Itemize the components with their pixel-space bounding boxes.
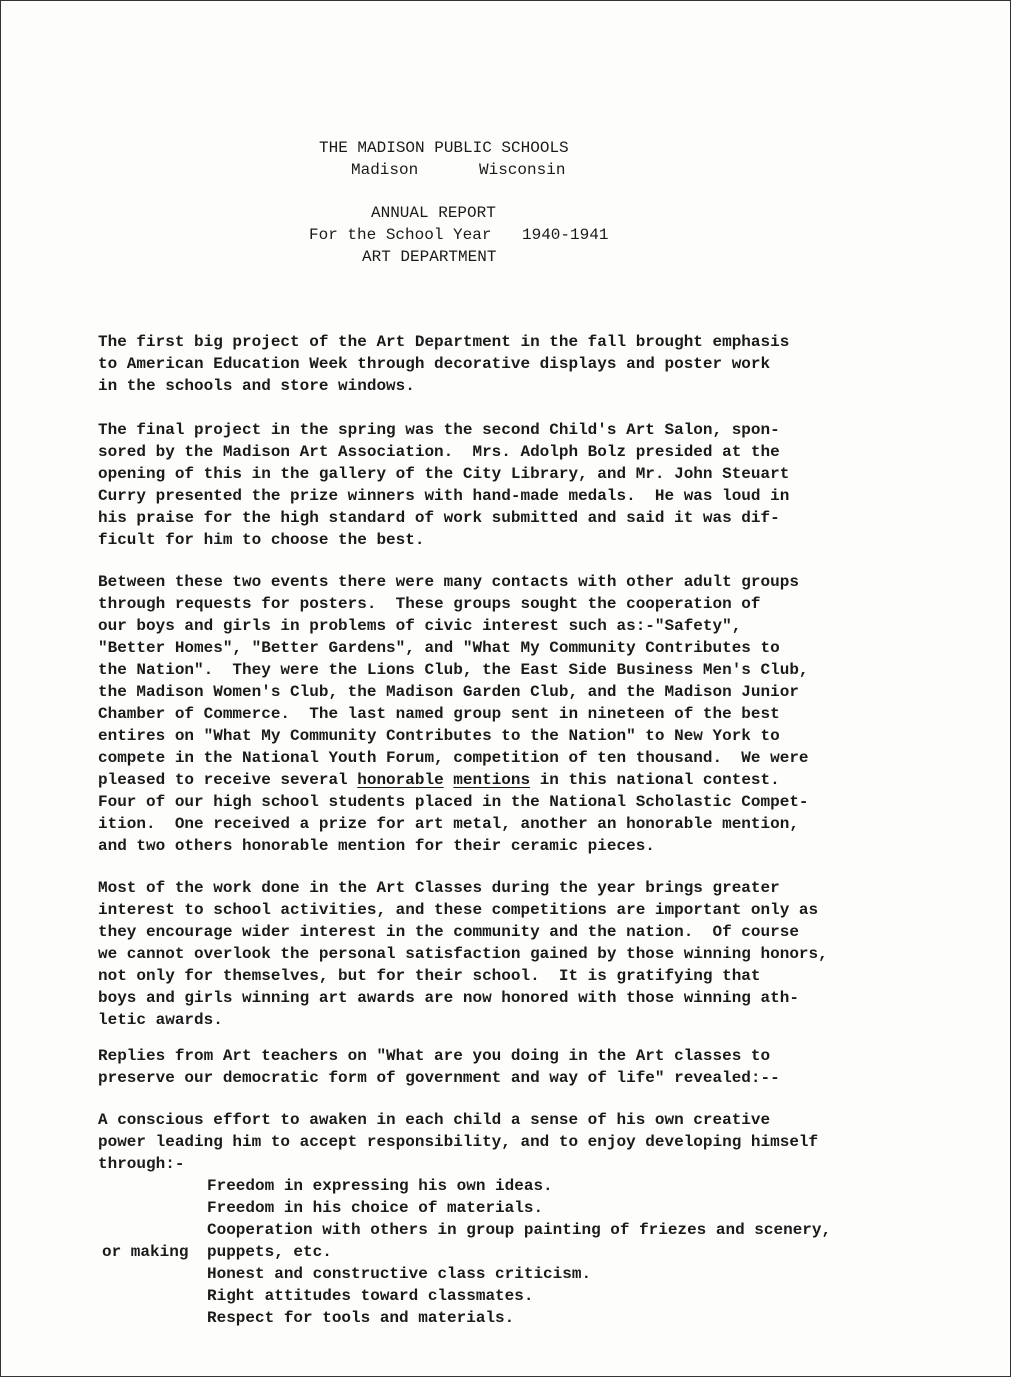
list-item: Freedom in his choice of materials. (207, 1199, 544, 1217)
paragraph-3-line: ition. One received a prize for art metal, another an honorable mention, (98, 815, 799, 833)
paragraph-2-line: The final project in the spring was the second Child's Art Salon, spon- (98, 421, 780, 439)
paragraph-3-line: the Madison Women's Club, the Madison Garden Club, and the Madison Junior (98, 683, 799, 701)
paragraph-6-line: through:- (98, 1155, 185, 1173)
department-name: ART DEPARTMENT (362, 248, 497, 266)
underlined-word: honorable (357, 771, 444, 789)
paragraph-3-underlined-line (98, 769, 780, 791)
paragraph-4-line: we cannot overlook the personal satisfaction gained by those winning honors, (98, 945, 828, 963)
school-year-prefix: For the School Year (309, 226, 492, 244)
text-segment: pleased to receive several (98, 771, 358, 789)
paragraph-3-line: entires on "What My Community Contributes to the Nation" to New York to (98, 727, 780, 745)
paragraph-2-line: Curry presented the prize winners with hand-made medals. He was loud in (98, 487, 790, 505)
list-item: Cooperation with others in group painting of friezes and scenery, (207, 1221, 832, 1239)
paragraph-3-line: the Nation". They were the Lions Club, the East Side Business Men's Club, (98, 661, 809, 679)
paragraph-4-line: not only for themselves, but for their school. It is gratifying that (98, 967, 761, 985)
paragraph-3-line: Chamber of Commerce. The last named group sent in nineteen of the best (98, 705, 780, 723)
list-item-continuation: puppets, etc. (207, 1243, 332, 1261)
paragraph-3-line: our boys and girls in problems of civic interest such as:-"Safety", (98, 617, 742, 635)
underlined-word: mentions (453, 771, 531, 789)
paragraph-5-line: Replies from Art teachers on "What are you doing in the Art classes to (98, 1047, 771, 1065)
paragraph-3-line: Four of our high school students placed in the National Scholastic Compet- (98, 793, 809, 811)
paragraph-4-line: Most of the work done in the Art Classes during the year brings greater (98, 879, 780, 897)
state: Wisconsin (479, 161, 566, 179)
paragraph-4-line: they encourage wider interest in the community and the nation. Of course (98, 923, 799, 941)
paragraph-1-line: to American Education Week through decorative displays and poster work (98, 355, 771, 373)
text-segment (444, 771, 454, 789)
paragraph-3-line: Between these two events there were many contacts with other adult groups (98, 573, 799, 591)
paragraph-2-line: his praise for the high standard of work submitted and said it was dif- (98, 509, 780, 527)
paragraph-1-line: in the schools and store windows. (98, 377, 415, 395)
paragraph-5-line: preserve our democratic form of government and way of life" revealed:-- (98, 1069, 780, 1087)
paragraph-3-line: compete in the National Youth Forum, competition of ten thousand. We were (98, 749, 809, 767)
city: Madison (351, 161, 419, 179)
paragraph-3-line: and two others honorable mention for their ceramic pieces. (98, 837, 655, 855)
paragraph-2-line: opening of this in the gallery of the City Library, and Mr. John Steuart (98, 465, 790, 483)
text-segment: in this national contest. (530, 771, 780, 789)
paragraph-2-line: ficult for him to choose the best. (98, 531, 425, 549)
list-item-lead: or making (102, 1243, 189, 1261)
list-item: Respect for tools and materials. (207, 1309, 515, 1327)
paragraph-2-line: sored by the Madison Art Association. Mrs. Adolph Bolz presided at the (98, 443, 780, 461)
paragraph-4-line: letic awards. (98, 1011, 223, 1029)
paragraph-6-line: A conscious effort to awaken in each child a sense of his own creative (98, 1111, 771, 1129)
list-item: Honest and constructive class criticism. (207, 1265, 592, 1283)
paragraph-4-line: interest to school activities, and these competitions are important only as (98, 901, 819, 919)
paragraph-3-line: through requests for posters. These groups sought the cooperation of (98, 595, 761, 613)
paragraph-3-line: "Better Homes", "Better Gardens", and "What My Community Contributes to (98, 639, 780, 657)
paragraph-1-line: The first big project of the Art Department in the fall brought emphasis (98, 333, 790, 351)
paragraph-6-line: power leading him to accept responsibility, and to enjoy developing himself (98, 1133, 819, 1151)
institution-name: THE MADISON PUBLIC SCHOOLS (319, 139, 569, 157)
paragraph-4-line: boys and girls winning art awards are now honored with those winning ath- (98, 989, 799, 1007)
list-item: Right attitudes toward classmates. (207, 1287, 534, 1305)
school-year: 1940-1941 (522, 226, 609, 244)
report-title: ANNUAL REPORT (371, 204, 496, 222)
list-item: Freedom in expressing his own ideas. (207, 1177, 553, 1195)
